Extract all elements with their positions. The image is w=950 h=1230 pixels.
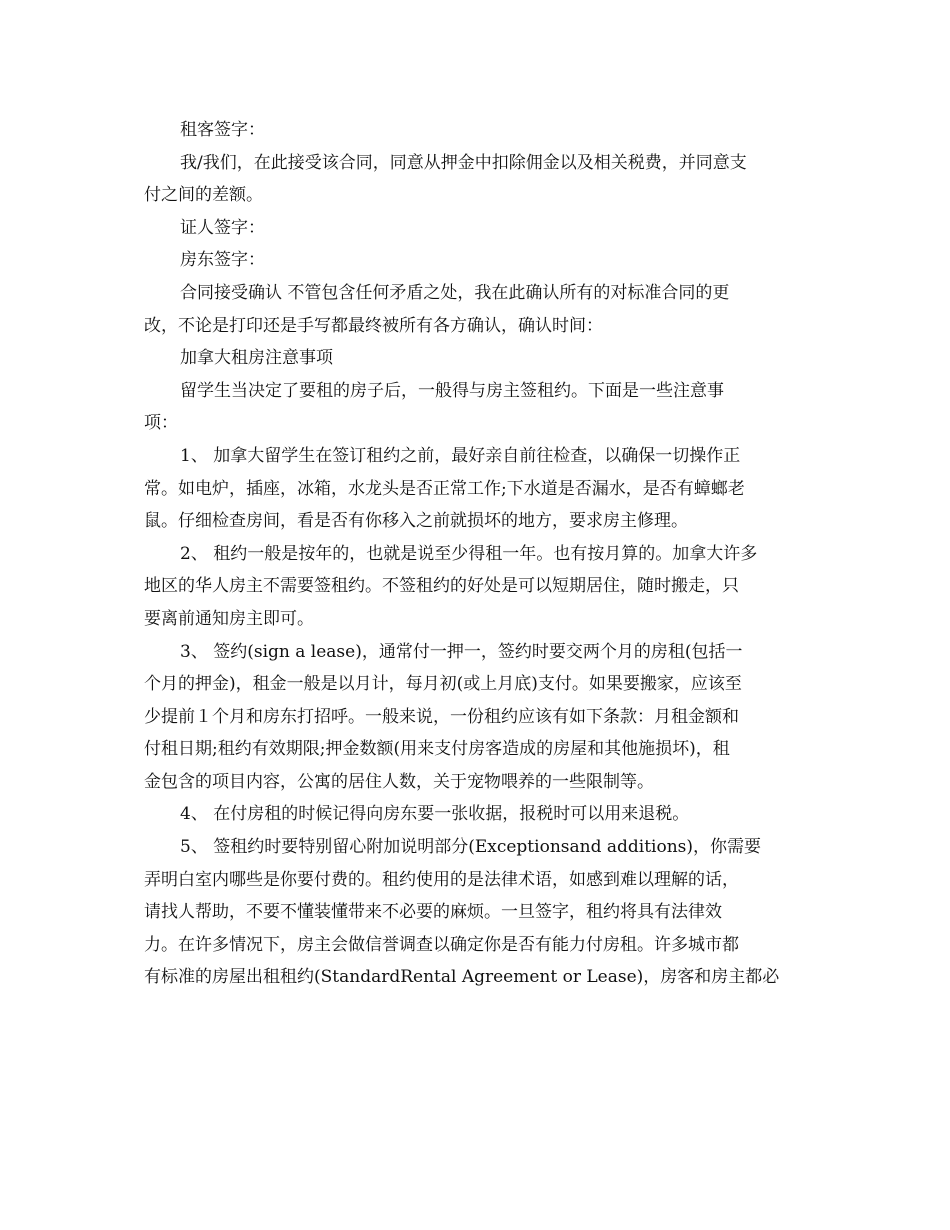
paragraph	[144, 636, 808, 799]
paragraph	[144, 244, 808, 277]
paragraph	[144, 342, 808, 375]
paragraph	[144, 147, 808, 212]
text-line: 力。在许多情况下，房主会做信誉调查以确定你是否有能力付房租。许多城市都	[144, 934, 739, 955]
text-line: 有标准的房屋出租租约(StandardRental Agreement or Lease)，房客和房主都必	[144, 967, 780, 988]
text-line: 留学生当决定了要租的房子后，一般得与房主签租约。下面是一些注意事	[180, 380, 724, 401]
paragraph	[144, 831, 808, 994]
paragraph	[144, 375, 808, 440]
text-line: 5、 签租约时要特别留心附加说明部分(Exceptionsand additions)，你需要	[180, 837, 762, 858]
text-line: 常。如电炉，插座，冰箱，水龙头是否正常工作;下水道是否漏水，是否有蟑螂老	[144, 478, 745, 499]
paragraph	[144, 440, 808, 538]
text-line: 要离前通知房主即可。	[144, 608, 314, 629]
text-line: 地区的华人房主不需要签租约。不签租约的好处是可以短期居住，随时搬走，只	[144, 576, 739, 597]
text-line: 付之间的差额。	[144, 185, 263, 206]
text-line: 3、 签约(sign a lease)，通常付一押一，签约时要交两个月的房租(包括一	[180, 641, 743, 662]
text-line: 项：	[144, 413, 178, 434]
text-line: 4、 在付房租的时候记得向房东要一张收据，报税时可以用来退税。	[180, 804, 690, 825]
text-line: 鼠。仔细检查房间，看是否有你移入之前就损坏的地方，要求房主修理。	[144, 511, 688, 532]
text-line: 房东签字：	[180, 250, 265, 271]
text-line: 2、 租约一般是按年的，也就是说至少得租一年。也有按月算的。加拿大许多	[180, 543, 758, 564]
text-line: 证人签字：	[180, 217, 265, 238]
text-line: 加拿大租房注意事项	[180, 348, 333, 369]
document-body	[144, 114, 808, 994]
text-line: 金包含的项目内容，公寓的居住人数，关于宠物喂养的一些限制等。	[144, 771, 654, 792]
text-line: 1、 加拿大留学生在签订租约之前，最好亲自前往检查，以确保一切操作正	[180, 445, 741, 466]
text-line: 我/我们，在此接受该合同，同意从押金中扣除佣金以及相关税费，并同意支	[180, 152, 747, 173]
text-line: 少提前１个月和房东打招呼。一般来说，一份租约应该有如下条款：月租金额和	[144, 706, 739, 727]
text-line: 租客签字：	[180, 120, 265, 140]
text-line: 合同接受确认 不管包含任何矛盾之处，我在此确认所有的对标准合同的更	[180, 282, 730, 303]
text-line: 改，不论是打印还是手写都最终被所有各方确认，确认时间：	[144, 315, 603, 336]
paragraph	[144, 212, 808, 245]
text-line: 个月的押金)，租金一般是以月计，每月初(或上月底)支付。如果要搬家，应该至	[144, 674, 742, 695]
paragraph	[144, 798, 808, 831]
paragraph	[144, 538, 808, 636]
paragraph	[144, 277, 808, 342]
text-line: 弄明白室内哪些是你要付费的。租约使用的是法律术语，如感到难以理解的话，	[144, 869, 739, 890]
paragraph	[144, 114, 808, 147]
text-line: 请找人帮助，不要不懂装懂带来不必要的麻烦。一旦签字，租约将具有法律效	[144, 902, 722, 923]
text-line: 付租日期;租约有效期限;押金数额(用来支付房客造成的房屋和其他施损坏)，租	[144, 739, 730, 760]
